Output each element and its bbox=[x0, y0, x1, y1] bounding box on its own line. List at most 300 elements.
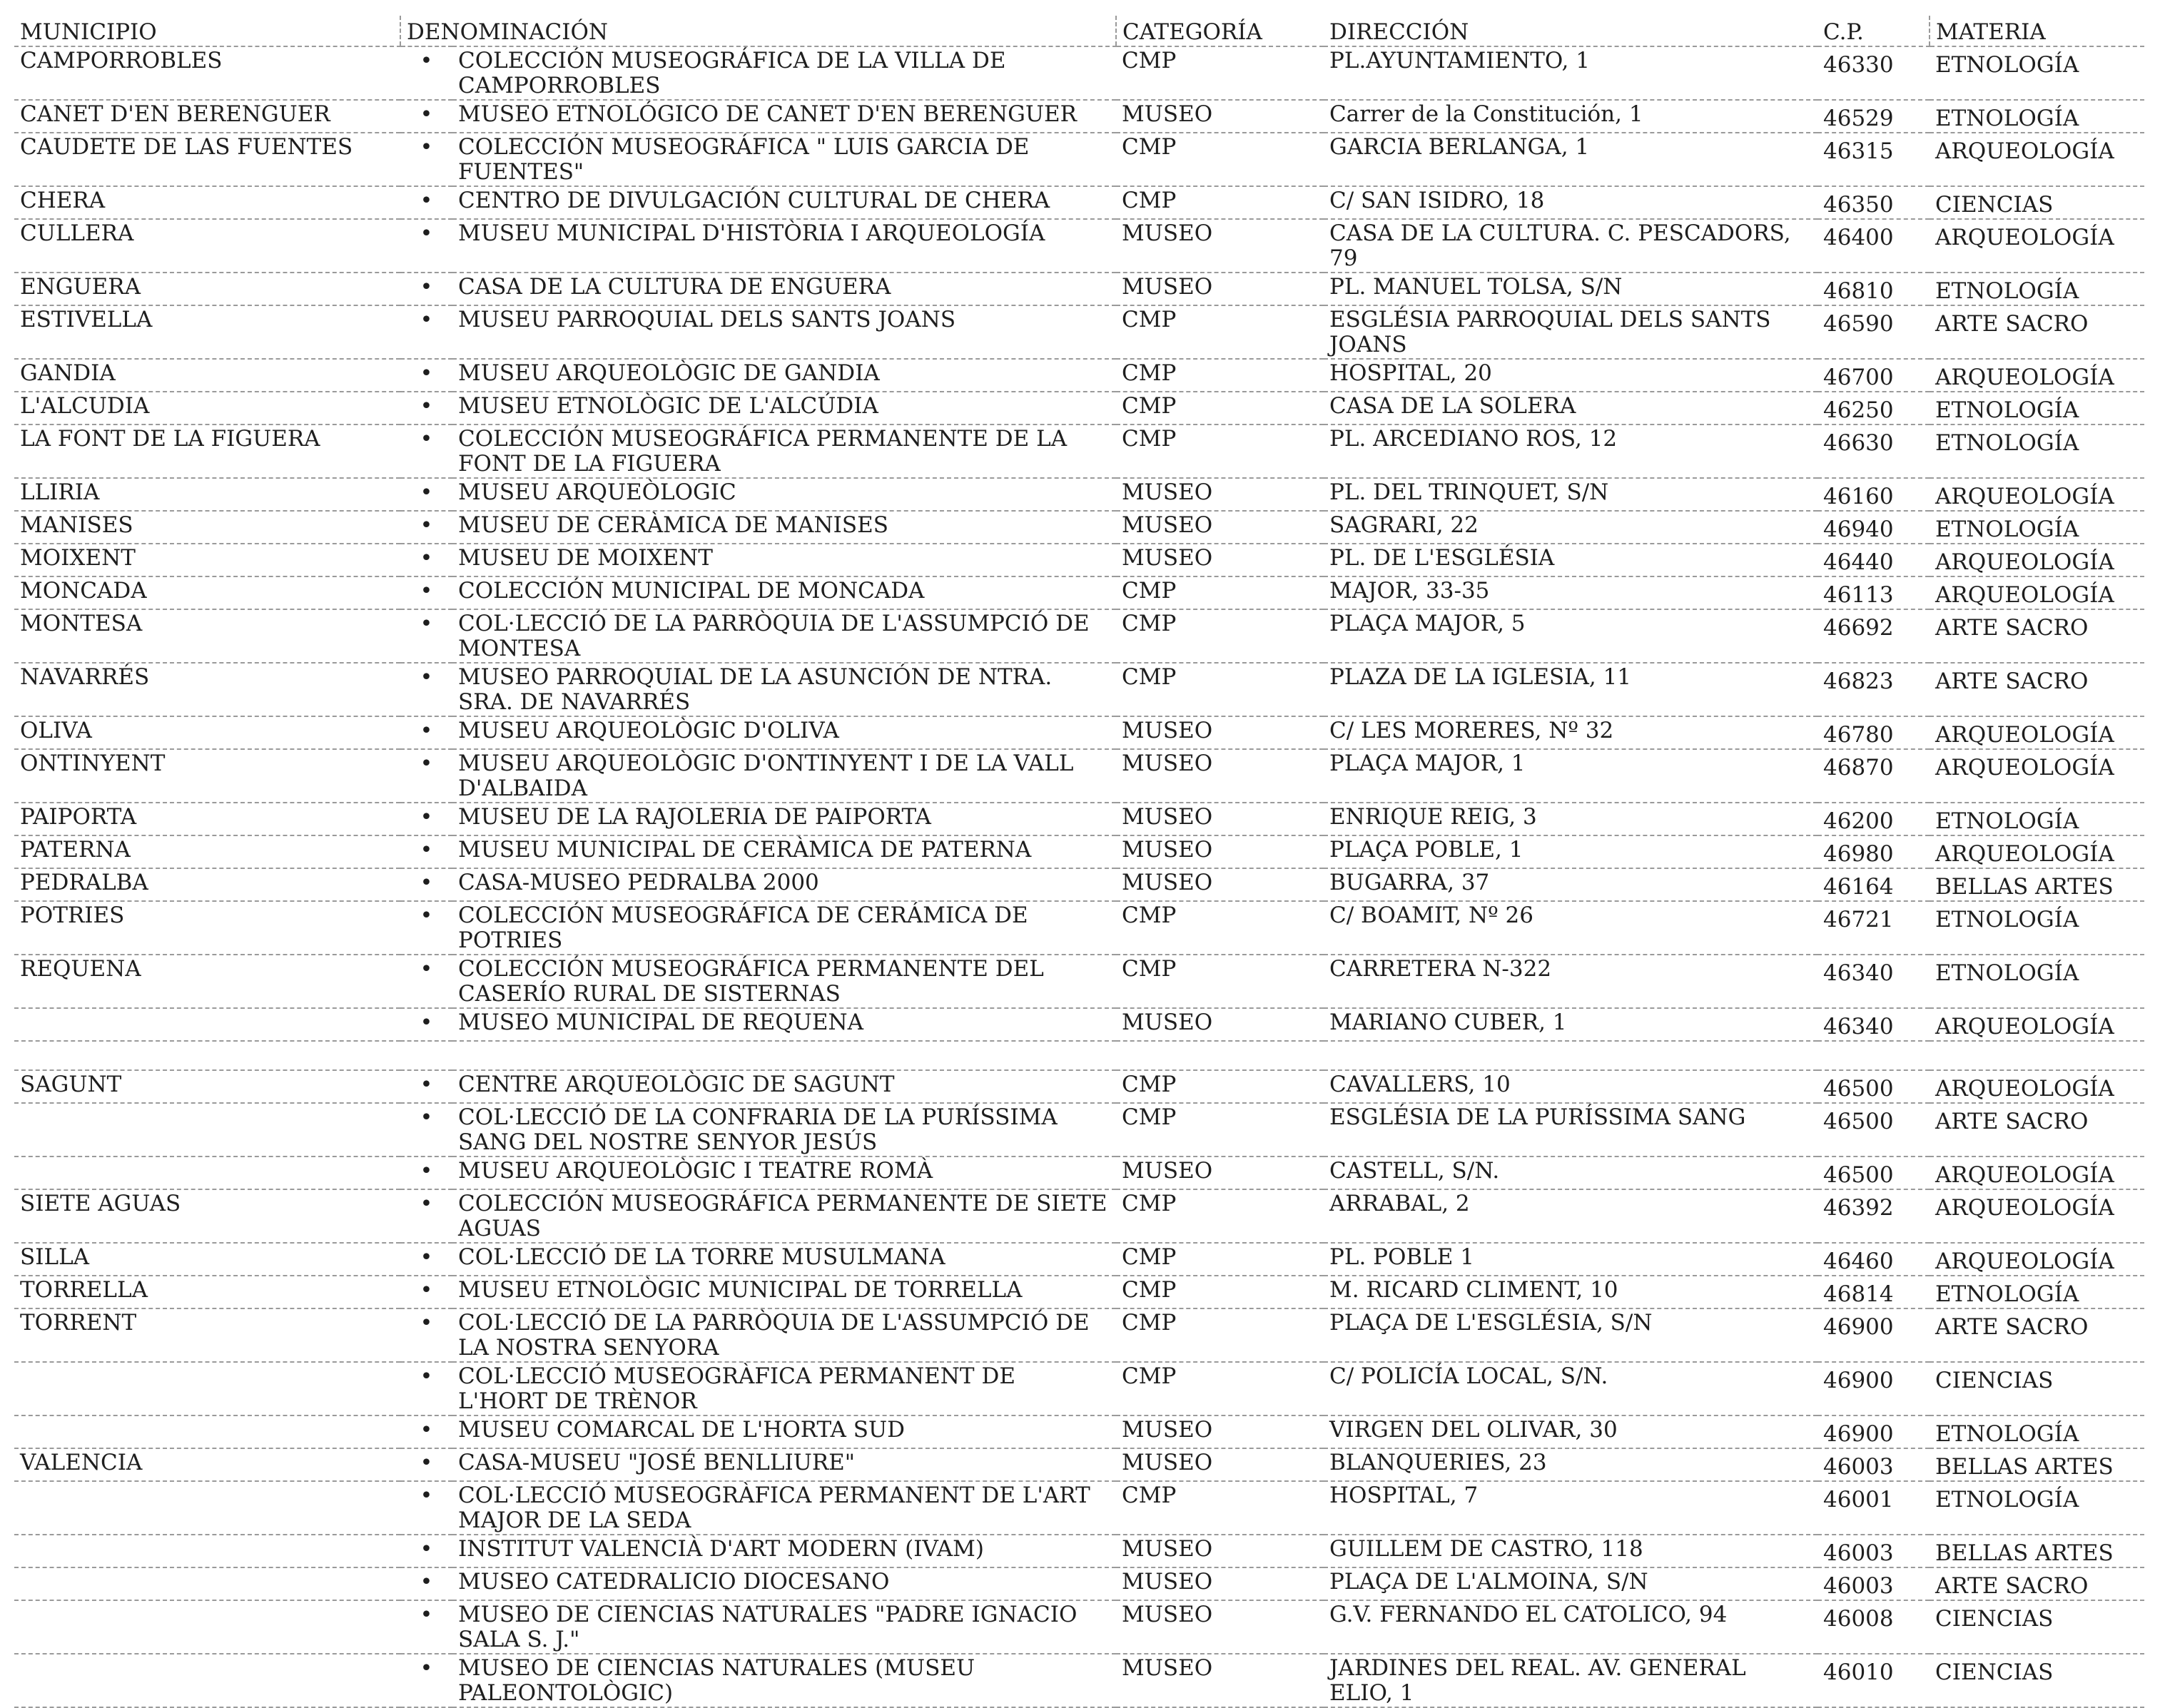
cp-cell: 46400 bbox=[1817, 219, 1930, 273]
cp-cell: 46692 bbox=[1817, 609, 1930, 663]
table-row bbox=[14, 803, 2144, 835]
municipio-cell bbox=[14, 1157, 400, 1189]
table-row bbox=[14, 1308, 2144, 1362]
table-row bbox=[14, 1415, 2144, 1448]
table-row bbox=[14, 1567, 2144, 1600]
materia-cell: ARTE SACRO bbox=[1930, 1567, 2144, 1600]
denominacion-cell: MUSEU DE MOIXENT bbox=[452, 544, 1116, 576]
direccion-cell: JARDINES DEL REAL. AV. GENERAL ELIO, 1 bbox=[1324, 1654, 1817, 1707]
materia-cell: ETNOLOGÍA bbox=[1930, 803, 2144, 835]
bullet-icon: • bbox=[400, 1567, 452, 1600]
municipio-cell: SIETE AGUAS bbox=[14, 1189, 400, 1243]
categoria-cell: MUSEO bbox=[1116, 219, 1324, 273]
table-row bbox=[14, 1070, 2144, 1103]
municipio-cell: ENGUERA bbox=[14, 273, 400, 305]
categoria-cell: MUSEO bbox=[1116, 511, 1324, 544]
header-categoria: CATEGORÍA bbox=[1116, 16, 1324, 46]
categoria-cell: CMP bbox=[1116, 425, 1324, 478]
bullet-icon: • bbox=[400, 868, 452, 901]
table-row bbox=[14, 511, 2144, 544]
direccion-cell: PLAÇA POBLE, 1 bbox=[1324, 835, 1817, 868]
municipio-cell: CAMPORROBLES bbox=[14, 46, 400, 100]
museum-directory-page bbox=[14, 16, 2144, 1708]
municipio-cell: SILLA bbox=[14, 1243, 400, 1276]
cp-cell: 46113 bbox=[1817, 576, 1930, 609]
categoria-cell: MUSEO bbox=[1116, 749, 1324, 803]
municipio-cell: TORRENT bbox=[14, 1308, 400, 1362]
materia-cell: ARQUEOLOGÍA bbox=[1930, 835, 2144, 868]
materia-cell: CIENCIAS bbox=[1930, 1362, 2144, 1415]
municipio-cell: CULLERA bbox=[14, 219, 400, 273]
denominacion-cell: COLECCIÓN MUSEOGRÁFICA PERMANENTE DEL CASERÍO RURAL DE SISTERNAS bbox=[452, 955, 1116, 1008]
categoria-cell: CMP bbox=[1116, 955, 1324, 1008]
categoria-cell: CMP bbox=[1116, 1481, 1324, 1535]
cp-cell: 46900 bbox=[1817, 1308, 1930, 1362]
cp-cell: 46003 bbox=[1817, 1535, 1930, 1567]
denominacion-cell: MUSEU ARQUEOLÒGIC D'OLIVA bbox=[452, 716, 1116, 749]
cp-cell: 46810 bbox=[1817, 273, 1930, 305]
materia-cell: ARTE SACRO bbox=[1930, 1103, 2144, 1157]
denominacion-cell: MUSEO DE CIENCIAS NATURALES (MUSEU PALEONTOLÒGIC) bbox=[452, 1654, 1116, 1707]
bullet-icon: • bbox=[400, 835, 452, 868]
bullet-icon: • bbox=[400, 749, 452, 803]
municipio-cell: LA FONT DE LA FIGUERA bbox=[14, 425, 400, 478]
direccion-cell: CASA DE LA SOLERA bbox=[1324, 392, 1817, 425]
cp-cell: 46160 bbox=[1817, 478, 1930, 511]
categoria-cell: MUSEO bbox=[1116, 868, 1324, 901]
denominacion-cell: MUSEU DE LA RAJOLERIA DE PAIPORTA bbox=[452, 803, 1116, 835]
direccion-cell: PLAÇA MAJOR, 5 bbox=[1324, 609, 1817, 663]
cp-cell: 46200 bbox=[1817, 803, 1930, 835]
direccion-cell: Carrer de la Constitución, 1 bbox=[1324, 100, 1817, 133]
bullet-icon: • bbox=[400, 803, 452, 835]
categoria-cell: MUSEO bbox=[1116, 1654, 1324, 1707]
materia-cell: ETNOLOGÍA bbox=[1930, 901, 2144, 955]
table-row bbox=[14, 749, 2144, 803]
materia-cell: CIENCIAS bbox=[1930, 1600, 2144, 1654]
categoria-cell: CMP bbox=[1116, 576, 1324, 609]
denominacion-cell: CASA-MUSEO PEDRALBA 2000 bbox=[452, 868, 1116, 901]
bullet-icon: • bbox=[400, 576, 452, 609]
materia-cell: ETNOLOGÍA bbox=[1930, 955, 2144, 1008]
denominacion-cell: MUSEO PARROQUIAL DE LA ASUNCIÓN DE NTRA. SRA. DE NAVARRÉS bbox=[452, 663, 1116, 716]
spacer-cell bbox=[14, 1041, 2144, 1070]
table-row bbox=[14, 1481, 2144, 1535]
bullet-icon: • bbox=[400, 1362, 452, 1415]
bullet-icon: • bbox=[400, 186, 452, 219]
table-row bbox=[14, 392, 2144, 425]
bullet-icon: • bbox=[400, 425, 452, 478]
bullet-icon: • bbox=[400, 716, 452, 749]
direccion-cell: HOSPITAL, 20 bbox=[1324, 359, 1817, 392]
denominacion-cell: COL·LECCIÓ DE LA PARRÒQUIA DE L'ASSUMPCIÓ DE LA NOSTRA SENYORA bbox=[452, 1308, 1116, 1362]
denominacion-cell: MUSEU DE CERÀMICA DE MANISES bbox=[452, 511, 1116, 544]
cp-cell: 46460 bbox=[1817, 1243, 1930, 1276]
table-row bbox=[14, 716, 2144, 749]
materia-cell: ETNOLOGÍA bbox=[1930, 392, 2144, 425]
municipio-cell bbox=[14, 1654, 400, 1707]
bullet-icon: • bbox=[400, 1070, 452, 1103]
bullet-icon: • bbox=[400, 1535, 452, 1567]
materia-cell: ARQUEOLOGÍA bbox=[1930, 1070, 2144, 1103]
materia-cell: ARTE SACRO bbox=[1930, 305, 2144, 359]
table-row bbox=[14, 1535, 2144, 1567]
materia-cell: ARQUEOLOGÍA bbox=[1930, 716, 2144, 749]
cp-cell: 46900 bbox=[1817, 1362, 1930, 1415]
materia-cell: CIENCIAS bbox=[1930, 1654, 2144, 1707]
municipio-cell bbox=[14, 1481, 400, 1535]
denominacion-cell: MUSEU ARQUEOLÒGIC I TEATRE ROMÀ bbox=[452, 1157, 1116, 1189]
table-row bbox=[14, 1448, 2144, 1481]
direccion-cell: PLAÇA DE L'ESGLÉSIA, S/N bbox=[1324, 1308, 1817, 1362]
materia-cell: ARQUEOLOGÍA bbox=[1930, 359, 2144, 392]
bullet-icon: • bbox=[400, 901, 452, 955]
bullet-icon: • bbox=[400, 1481, 452, 1535]
municipio-cell: POTRIES bbox=[14, 901, 400, 955]
table-row bbox=[14, 186, 2144, 219]
bullet-icon: • bbox=[400, 1415, 452, 1448]
denominacion-cell: MUSEO MUNICIPAL DE REQUENA bbox=[452, 1008, 1116, 1041]
table-row bbox=[14, 305, 2144, 359]
denominacion-cell: COLECCIÓN MUNICIPAL DE MONCADA bbox=[452, 576, 1116, 609]
municipio-cell bbox=[14, 1362, 400, 1415]
header-cp: C.P. bbox=[1817, 16, 1930, 46]
municipio-cell: MONCADA bbox=[14, 576, 400, 609]
cp-cell: 46590 bbox=[1817, 305, 1930, 359]
categoria-cell: MUSEO bbox=[1116, 1567, 1324, 1600]
denominacion-cell: CASA DE LA CULTURA DE ENGUERA bbox=[452, 273, 1116, 305]
bullet-icon: • bbox=[400, 511, 452, 544]
direccion-cell: ESGLÉSIA DE LA PURÍSSIMA SANG bbox=[1324, 1103, 1817, 1157]
materia-cell: ETNOLOGÍA bbox=[1930, 425, 2144, 478]
denominacion-cell: MUSEU ETNOLÒGIC MUNICIPAL DE TORRELLA bbox=[452, 1276, 1116, 1308]
categoria-cell: MUSEO bbox=[1116, 1448, 1324, 1481]
table-row bbox=[14, 663, 2144, 716]
table-row bbox=[14, 901, 2144, 955]
materia-cell: CIENCIAS bbox=[1930, 186, 2144, 219]
municipio-cell: ESTIVELLA bbox=[14, 305, 400, 359]
materia-cell: ARTE SACRO bbox=[1930, 663, 2144, 716]
bullet-icon: • bbox=[400, 100, 452, 133]
cp-cell: 46392 bbox=[1817, 1189, 1930, 1243]
cp-cell: 46340 bbox=[1817, 955, 1930, 1008]
bullet-icon: • bbox=[400, 359, 452, 392]
table-row bbox=[14, 1157, 2144, 1189]
direccion-cell: CAVALLERS, 10 bbox=[1324, 1070, 1817, 1103]
categoria-cell: MUSEO bbox=[1116, 1535, 1324, 1567]
categoria-cell: MUSEO bbox=[1116, 803, 1324, 835]
municipio-cell: TORRELLA bbox=[14, 1276, 400, 1308]
table-row bbox=[14, 1103, 2144, 1157]
bullet-icon: • bbox=[400, 663, 452, 716]
materia-cell: ETNOLOGÍA bbox=[1930, 1415, 2144, 1448]
bullet-icon: • bbox=[400, 955, 452, 1008]
table-row bbox=[14, 576, 2144, 609]
direccion-cell: PL. DEL TRINQUET, S/N bbox=[1324, 478, 1817, 511]
direccion-cell: PLAÇA MAJOR, 1 bbox=[1324, 749, 1817, 803]
direccion-cell: PL.AYUNTAMIENTO, 1 bbox=[1324, 46, 1817, 100]
municipio-cell: VALENCIA bbox=[14, 1448, 400, 1481]
denominacion-cell: MUSEU ARQUEOLÒGIC DE GANDIA bbox=[452, 359, 1116, 392]
municipio-cell: CAUDETE DE LAS FUENTES bbox=[14, 133, 400, 186]
materia-cell: ARQUEOLOGÍA bbox=[1930, 133, 2144, 186]
materia-cell: ARQUEOLOGÍA bbox=[1930, 1189, 2144, 1243]
table-row bbox=[14, 1362, 2144, 1415]
table-row bbox=[14, 1008, 2144, 1041]
table-row bbox=[14, 609, 2144, 663]
municipio-cell: ONTINYENT bbox=[14, 749, 400, 803]
municipio-cell: PEDRALBA bbox=[14, 868, 400, 901]
categoria-cell: CMP bbox=[1116, 392, 1324, 425]
direccion-cell: SAGRARI, 22 bbox=[1324, 511, 1817, 544]
cp-cell: 46008 bbox=[1817, 1600, 1930, 1654]
cp-cell: 46814 bbox=[1817, 1276, 1930, 1308]
cp-cell: 46721 bbox=[1817, 901, 1930, 955]
materia-cell: ARQUEOLOGÍA bbox=[1930, 1157, 2144, 1189]
bullet-icon: • bbox=[400, 219, 452, 273]
denominacion-cell: COLECCIÓN MUSEOGRÁFICA PERMANENTE DE LA FONT DE LA FIGUERA bbox=[452, 425, 1116, 478]
cp-cell: 46529 bbox=[1817, 100, 1930, 133]
municipio-cell: PAIPORTA bbox=[14, 803, 400, 835]
denominacion-cell: MUSEU COMARCAL DE L'HORTA SUD bbox=[452, 1415, 1116, 1448]
denominacion-cell: MUSEO CATEDRALICIO DIOCESANO bbox=[452, 1567, 1116, 1600]
museum-table bbox=[14, 16, 2144, 1708]
direccion-cell: ENRIQUE REIG, 3 bbox=[1324, 803, 1817, 835]
categoria-cell: CMP bbox=[1116, 359, 1324, 392]
denominacion-cell: MUSEU MUNICIPAL DE CERÀMICA DE PATERNA bbox=[452, 835, 1116, 868]
materia-cell: BELLAS ARTES bbox=[1930, 868, 2144, 901]
table-row bbox=[14, 955, 2144, 1008]
materia-cell: ARQUEOLOGÍA bbox=[1930, 478, 2144, 511]
cp-cell: 46250 bbox=[1817, 392, 1930, 425]
denominacion-cell: COL·LECCIÓ DE LA PARRÒQUIA DE L'ASSUMPCIÓ DE MONTESA bbox=[452, 609, 1116, 663]
cp-cell: 46315 bbox=[1817, 133, 1930, 186]
table-body bbox=[14, 46, 2144, 1707]
cp-cell: 46003 bbox=[1817, 1448, 1930, 1481]
denominacion-cell: COLECCIÓN MUSEOGRÁFICA " LUIS GARCIA DE FUENTES" bbox=[452, 133, 1116, 186]
direccion-cell: C/ POLICÍA LOCAL, S/N. bbox=[1324, 1362, 1817, 1415]
table-row bbox=[14, 359, 2144, 392]
table-row bbox=[14, 133, 2144, 186]
direccion-cell: ARRABAL, 2 bbox=[1324, 1189, 1817, 1243]
table-row bbox=[14, 100, 2144, 133]
categoria-cell: MUSEO bbox=[1116, 544, 1324, 576]
bullet-icon: • bbox=[400, 1189, 452, 1243]
denominacion-cell: CENTRO DE DIVULGACIÓN CULTURAL DE CHERA bbox=[452, 186, 1116, 219]
municipio-cell: GANDIA bbox=[14, 359, 400, 392]
denominacion-cell: MUSEU PARROQUIAL DELS SANTS JOANS bbox=[452, 305, 1116, 359]
table-row bbox=[14, 425, 2144, 478]
bullet-icon: • bbox=[400, 392, 452, 425]
materia-cell: ETNOLOGÍA bbox=[1930, 1481, 2144, 1535]
direccion-cell: MARIANO CUBER, 1 bbox=[1324, 1008, 1817, 1041]
cp-cell: 46870 bbox=[1817, 749, 1930, 803]
table-row bbox=[14, 868, 2144, 901]
header-materia: MATERIA bbox=[1930, 16, 2144, 46]
direccion-cell: ESGLÉSIA PARROQUIAL DELS SANTS JOANS bbox=[1324, 305, 1817, 359]
direccion-cell: C/ LES MORERES, Nº 32 bbox=[1324, 716, 1817, 749]
bullet-icon: • bbox=[400, 1654, 452, 1707]
cp-cell: 46940 bbox=[1817, 511, 1930, 544]
materia-cell: ARTE SACRO bbox=[1930, 609, 2144, 663]
municipio-cell: CANET D'EN BERENGUER bbox=[14, 100, 400, 133]
materia-cell: ARQUEOLOGÍA bbox=[1930, 749, 2144, 803]
bullet-icon: • bbox=[400, 1600, 452, 1654]
cp-cell: 46350 bbox=[1817, 186, 1930, 219]
municipio-cell: SAGUNT bbox=[14, 1070, 400, 1103]
direccion-cell: PL. ARCEDIANO ROS, 12 bbox=[1324, 425, 1817, 478]
direccion-cell: G.V. FERNANDO EL CATOLICO, 94 bbox=[1324, 1600, 1817, 1654]
table-row bbox=[14, 219, 2144, 273]
categoria-cell: MUSEO bbox=[1116, 1157, 1324, 1189]
denominacion-cell: MUSEU MUNICIPAL D'HISTÒRIA I ARQUEOLOGÍA bbox=[452, 219, 1116, 273]
denominacion-cell: MUSEO DE CIENCIAS NATURALES "PADRE IGNACIO SALA S. J." bbox=[452, 1600, 1116, 1654]
bullet-icon: • bbox=[400, 1103, 452, 1157]
direccion-cell: MAJOR, 33-35 bbox=[1324, 576, 1817, 609]
direccion-cell: BUGARRA, 37 bbox=[1324, 868, 1817, 901]
cp-cell: 46500 bbox=[1817, 1070, 1930, 1103]
categoria-cell: MUSEO bbox=[1116, 835, 1324, 868]
categoria-cell: MUSEO bbox=[1116, 273, 1324, 305]
denominacion-cell: MUSEU ARQUEOLÒGIC D'ONTINYENT I DE LA VALL D'ALBAIDA bbox=[452, 749, 1116, 803]
categoria-cell: CMP bbox=[1116, 46, 1324, 100]
materia-cell: ETNOLOGÍA bbox=[1930, 1276, 2144, 1308]
municipio-cell bbox=[14, 1008, 400, 1041]
bullet-icon: • bbox=[400, 544, 452, 576]
categoria-cell: CMP bbox=[1116, 1189, 1324, 1243]
municipio-cell bbox=[14, 1535, 400, 1567]
cp-cell: 46010 bbox=[1817, 1654, 1930, 1707]
denominacion-cell: COL·LECCIÓ MUSEOGRÀFICA PERMANENT DE L'HORT DE TRÈNOR bbox=[452, 1362, 1116, 1415]
denominacion-cell: COLECCIÓN MUSEOGRÁFICA PERMANENTE DE SIETE AGUAS bbox=[452, 1189, 1116, 1243]
materia-cell: ETNOLOGÍA bbox=[1930, 100, 2144, 133]
direccion-cell: PL. POBLE 1 bbox=[1324, 1243, 1817, 1276]
bullet-icon: • bbox=[400, 1157, 452, 1189]
categoria-cell: CMP bbox=[1116, 663, 1324, 716]
cp-cell: 46500 bbox=[1817, 1157, 1930, 1189]
denominacion-cell: CASA-MUSEU "JOSÉ BENLLIURE" bbox=[452, 1448, 1116, 1481]
cp-cell: 46823 bbox=[1817, 663, 1930, 716]
categoria-cell: MUSEO bbox=[1116, 100, 1324, 133]
table-row bbox=[14, 544, 2144, 576]
bullet-icon: • bbox=[400, 609, 452, 663]
table-row bbox=[14, 1600, 2144, 1654]
denominacion-cell: MUSEO ETNOLÓGICO DE CANET D'EN BERENGUER bbox=[452, 100, 1116, 133]
municipio-cell: NAVARRÉS bbox=[14, 663, 400, 716]
direccion-cell: GUILLEM DE CASTRO, 118 bbox=[1324, 1535, 1817, 1567]
categoria-cell: CMP bbox=[1116, 133, 1324, 186]
categoria-cell: CMP bbox=[1116, 609, 1324, 663]
bullet-icon: • bbox=[400, 1448, 452, 1481]
cp-cell: 46700 bbox=[1817, 359, 1930, 392]
materia-cell: ARQUEOLOGÍA bbox=[1930, 544, 2144, 576]
categoria-cell: CMP bbox=[1116, 901, 1324, 955]
table-row bbox=[14, 46, 2144, 100]
municipio-cell bbox=[14, 1415, 400, 1448]
bullet-icon: • bbox=[400, 478, 452, 511]
direccion-cell: CASTELL, S/N. bbox=[1324, 1157, 1817, 1189]
municipio-cell: MONTESA bbox=[14, 609, 400, 663]
categoria-cell: CMP bbox=[1116, 305, 1324, 359]
bullet-icon: • bbox=[400, 273, 452, 305]
bullet-icon: • bbox=[400, 1243, 452, 1276]
municipio-cell bbox=[14, 1600, 400, 1654]
table-row bbox=[14, 1243, 2144, 1276]
materia-cell: BELLAS ARTES bbox=[1930, 1448, 2144, 1481]
cp-cell: 46500 bbox=[1817, 1103, 1930, 1157]
direccion-cell: HOSPITAL, 7 bbox=[1324, 1481, 1817, 1535]
categoria-cell: CMP bbox=[1116, 1070, 1324, 1103]
municipio-cell: CHERA bbox=[14, 186, 400, 219]
header-denominacion: DENOMINACIÓN bbox=[400, 16, 1116, 46]
header-municipio: MUNICIPIO bbox=[14, 16, 400, 46]
bullet-icon: • bbox=[400, 1276, 452, 1308]
municipio-cell: MANISES bbox=[14, 511, 400, 544]
bullet-icon: • bbox=[400, 1008, 452, 1041]
materia-cell: BELLAS ARTES bbox=[1930, 1535, 2144, 1567]
municipio-cell: L'ALCUDIA bbox=[14, 392, 400, 425]
categoria-cell: MUSEO bbox=[1116, 716, 1324, 749]
municipio-cell: OLIVA bbox=[14, 716, 400, 749]
cp-cell: 46780 bbox=[1817, 716, 1930, 749]
direccion-cell: PL. MANUEL TOLSA, S/N bbox=[1324, 273, 1817, 305]
direccion-cell: C/ BOAMIT, Nº 26 bbox=[1324, 901, 1817, 955]
materia-cell: ARTE SACRO bbox=[1930, 1308, 2144, 1362]
categoria-cell: CMP bbox=[1116, 1308, 1324, 1362]
materia-cell: ARQUEOLOGÍA bbox=[1930, 1008, 2144, 1041]
denominacion-cell: COLECCIÓN MUSEOGRÁFICA DE CERÁMICA DE POTRIES bbox=[452, 901, 1116, 955]
table-row bbox=[14, 1189, 2144, 1243]
denominacion-cell: COL·LECCIÓ DE LA TORRE MUSULMANA bbox=[452, 1243, 1116, 1276]
cp-cell: 46001 bbox=[1817, 1481, 1930, 1535]
categoria-cell: CMP bbox=[1116, 1103, 1324, 1157]
denominacion-cell: INSTITUT VALENCIÀ D'ART MODERN (IVAM) bbox=[452, 1535, 1116, 1567]
materia-cell: ARQUEOLOGÍA bbox=[1930, 1243, 2144, 1276]
denominacion-cell: COL·LECCIÓ DE LA CONFRARIA DE LA PURÍSSIMA SANG DEL NOSTRE SENYOR JESÚS bbox=[452, 1103, 1116, 1157]
cp-cell: 46440 bbox=[1817, 544, 1930, 576]
categoria-cell: MUSEO bbox=[1116, 1415, 1324, 1448]
direccion-cell: GARCIA BERLANGA, 1 bbox=[1324, 133, 1817, 186]
materia-cell: ETNOLOGÍA bbox=[1930, 511, 2144, 544]
denominacion-cell: CENTRE ARQUEOLÒGIC DE SAGUNT bbox=[452, 1070, 1116, 1103]
direccion-cell: CARRETERA N-322 bbox=[1324, 955, 1817, 1008]
categoria-cell: MUSEO bbox=[1116, 1008, 1324, 1041]
categoria-cell: MUSEO bbox=[1116, 1600, 1324, 1654]
direccion-cell: C/ SAN ISIDRO, 18 bbox=[1324, 186, 1817, 219]
direccion-cell: PLAZA DE LA IGLESIA, 11 bbox=[1324, 663, 1817, 716]
bullet-icon: • bbox=[400, 1308, 452, 1362]
denominacion-cell: COL·LECCIÓ MUSEOGRÀFICA PERMANENT DE L'ART MAJOR DE LA SEDA bbox=[452, 1481, 1116, 1535]
direccion-cell: PL. DE L'ESGLÉSIA bbox=[1324, 544, 1817, 576]
materia-cell: ETNOLOGÍA bbox=[1930, 46, 2144, 100]
direccion-cell: VIRGEN DEL OLIVAR, 30 bbox=[1324, 1415, 1817, 1448]
cp-cell: 46003 bbox=[1817, 1567, 1930, 1600]
municipio-cell: PATERNA bbox=[14, 835, 400, 868]
bullet-icon: • bbox=[400, 305, 452, 359]
table-row bbox=[14, 1276, 2144, 1308]
municipio-cell: MOIXENT bbox=[14, 544, 400, 576]
materia-cell: ARQUEOLOGÍA bbox=[1930, 576, 2144, 609]
header-row bbox=[14, 16, 2144, 46]
direccion-cell: PLAÇA DE L'ALMOINA, S/N bbox=[1324, 1567, 1817, 1600]
table-row bbox=[14, 478, 2144, 511]
municipio-cell bbox=[14, 1103, 400, 1157]
categoria-cell: MUSEO bbox=[1116, 478, 1324, 511]
direccion-cell: CASA DE LA CULTURA. C. PESCADORS, 79 bbox=[1324, 219, 1817, 273]
municipio-cell bbox=[14, 1567, 400, 1600]
denominacion-cell: MUSEU ARQUEÒLOGIC bbox=[452, 478, 1116, 511]
municipio-cell: LLIRIA bbox=[14, 478, 400, 511]
